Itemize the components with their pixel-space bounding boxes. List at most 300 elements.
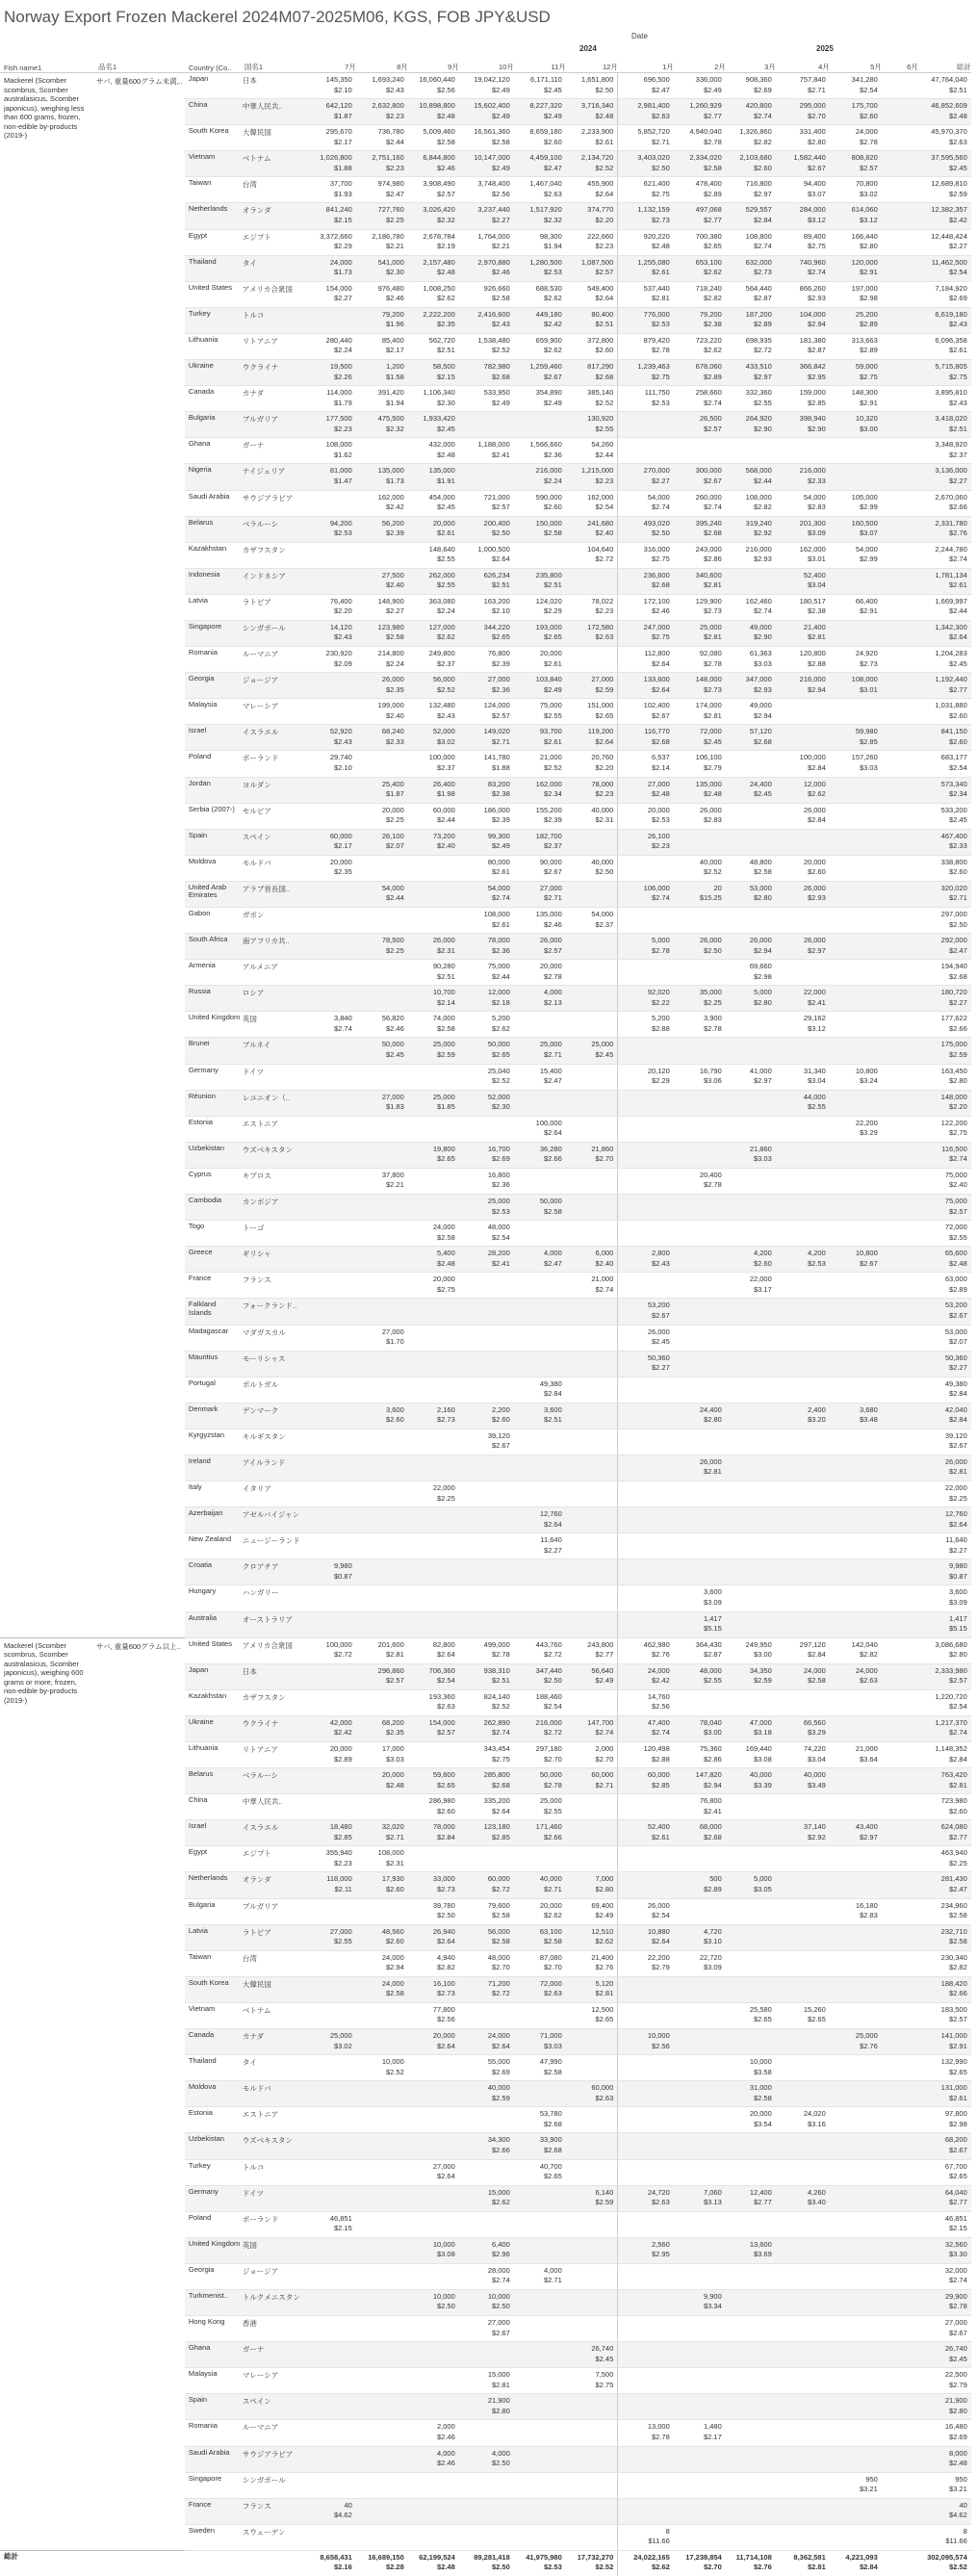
quantity-kg: 13,000 xyxy=(647,2422,670,2432)
month-value-cell xyxy=(356,2446,408,2472)
price-usd: $2.63 xyxy=(949,137,967,146)
quantity-kg: 10,898,800 xyxy=(419,101,455,111)
month-value-cell xyxy=(618,229,674,255)
month-value-cell xyxy=(514,1637,566,1663)
month-value-cell xyxy=(459,516,514,542)
price-usd: $2.48 xyxy=(437,1258,455,1268)
price-usd: $2.51 xyxy=(949,424,967,433)
month-value-cell xyxy=(618,438,674,464)
month-value-cell xyxy=(618,516,674,542)
month-header[interactable]: 12月 xyxy=(566,56,618,73)
month-value-cell xyxy=(830,1742,882,1768)
price-usd: $2.23 xyxy=(386,163,404,172)
price-usd: $11.66 xyxy=(648,2537,670,2546)
quantity-kg: 83,200 xyxy=(487,779,510,788)
month-value-cell xyxy=(408,1247,459,1273)
month-value-cell xyxy=(408,1715,459,1741)
quantity-kg: 20,000 xyxy=(432,1275,455,1284)
quantity-kg: 174,000 xyxy=(695,701,722,710)
month-value-cell xyxy=(882,1663,918,1689)
month-value-cell xyxy=(566,1820,618,1846)
month-header[interactable]: 2月 xyxy=(674,56,726,73)
month-value-cell xyxy=(300,699,356,725)
month-value-cell xyxy=(566,1742,618,1768)
month-header[interactable]: 9月 xyxy=(408,56,459,73)
month-value-cell xyxy=(514,1168,566,1194)
quantity-kg: 197,000 xyxy=(851,283,878,293)
price-usd: $2.74 xyxy=(652,1728,670,1738)
price-usd: $2.42 xyxy=(386,502,404,511)
month-value-cell xyxy=(408,881,459,907)
price-usd: $2.46 xyxy=(437,163,455,172)
month-value-cell xyxy=(618,2029,674,2055)
month-value-cell xyxy=(618,2394,674,2420)
quantity-kg: 20,000 xyxy=(432,518,455,528)
price-usd: $2.23 xyxy=(334,1858,352,1868)
month-value-cell xyxy=(566,203,618,229)
quantity-kg: 39,780 xyxy=(432,1900,455,1910)
country-name-jp-cell: デンマーク xyxy=(241,1403,300,1429)
country-name-cell: Bulgaria xyxy=(185,1898,241,1924)
month-value-cell xyxy=(459,2133,514,2159)
price-usd: $2.84 xyxy=(437,1832,455,1842)
quantity-kg: 6,140 xyxy=(595,2187,614,2197)
price-usd: $2.25 xyxy=(386,215,404,224)
month-value-cell xyxy=(776,620,830,646)
month-header[interactable]: 1月 xyxy=(618,56,674,73)
price-usd: $2.57 xyxy=(704,424,722,433)
price-usd: $2.60 xyxy=(544,502,562,511)
quantity-kg: 343,454 xyxy=(483,1744,510,1753)
month-value-cell xyxy=(356,777,408,803)
month-value-cell xyxy=(618,1846,674,1872)
price-usd: $2.84 xyxy=(949,1389,967,1399)
month-value-cell xyxy=(300,177,356,203)
month-value-cell xyxy=(514,829,566,855)
quantity-kg: 68,000 xyxy=(699,1822,722,1832)
month-value-cell xyxy=(776,203,830,229)
quantity-kg: 974,980 xyxy=(377,179,404,189)
country-name-cell: Romania xyxy=(185,2420,241,2446)
month-value-cell xyxy=(300,1064,356,1090)
quantity-kg: 3,900 xyxy=(704,1014,722,1023)
quantity-kg: 78,000 xyxy=(487,936,510,945)
month-value-cell xyxy=(459,125,514,151)
quantity-kg: 58,500 xyxy=(432,362,455,372)
quantity-kg: 12,689,810 xyxy=(931,179,967,189)
quantity-kg: 35,000 xyxy=(699,988,722,997)
total-header[interactable]: 総計 xyxy=(918,56,971,73)
month-value-cell xyxy=(830,2081,882,2107)
month-value-cell xyxy=(776,1351,830,1377)
quantity-kg: 77,800 xyxy=(432,2004,455,2014)
month-value-cell xyxy=(726,73,776,99)
month-value-cell xyxy=(356,73,408,99)
price-usd: $1.93 xyxy=(334,189,352,198)
price-usd: $2.43 xyxy=(949,398,967,407)
country-name-jp-cell: 中華人民共.. xyxy=(241,1794,300,1820)
month-value-cell xyxy=(674,986,726,1012)
month-value-cell xyxy=(459,177,514,203)
month-value-cell xyxy=(830,1924,882,1950)
price-usd: $2.90 xyxy=(754,632,772,642)
country-name-jp-cell: エジプト xyxy=(241,1846,300,1872)
month-value-cell xyxy=(618,2498,674,2524)
month-value-cell xyxy=(408,1794,459,1820)
month-value-cell xyxy=(776,1611,830,1637)
month-value-cell xyxy=(408,2029,459,2055)
month-value-cell xyxy=(726,2055,776,2081)
month-value-cell xyxy=(674,2498,726,2524)
price-usd: $1.70 xyxy=(386,1337,404,1346)
quantity-kg: 216,000 xyxy=(799,466,826,476)
quantity-kg: 13,600 xyxy=(749,2239,772,2249)
quantity-kg: 1,781,134 xyxy=(935,570,967,580)
price-usd: $1.58 xyxy=(386,372,404,381)
price-usd: $2.64 xyxy=(652,658,670,668)
price-usd: $3.04 xyxy=(808,580,826,590)
month-value-cell xyxy=(514,1299,566,1325)
price-usd: $2.47 xyxy=(652,85,670,94)
month-header[interactable]: 6月 xyxy=(882,56,918,73)
quantity-kg: 92,020 xyxy=(647,988,670,997)
month-header[interactable]: 7月 xyxy=(300,56,356,73)
quantity-kg: 950 xyxy=(955,2474,967,2484)
month-value-cell xyxy=(674,1403,726,1429)
month-value-cell xyxy=(618,855,674,881)
quantity-kg: 2,670,060 xyxy=(935,492,967,502)
month-value-cell xyxy=(408,2107,459,2133)
quantity-kg: 26,740 xyxy=(944,2344,967,2354)
price-usd: $2.74 xyxy=(704,398,722,407)
quantity-kg: 5,000 xyxy=(754,1874,772,1884)
price-usd: $2.64 xyxy=(595,294,614,303)
row-total-cell xyxy=(918,829,971,855)
price-usd: $2.49 xyxy=(544,684,562,694)
month-header[interactable]: 8月 xyxy=(356,56,408,73)
month-value-cell xyxy=(300,438,356,464)
month-value-cell xyxy=(618,1976,674,2002)
price-usd: $2.49 xyxy=(492,111,510,120)
month-value-cell xyxy=(300,647,356,673)
month-value-cell xyxy=(618,2420,674,2446)
country-name-jp-cell: マレーシア xyxy=(241,2368,300,2394)
quantity-kg: 879,420 xyxy=(643,335,670,345)
quantity-kg: 10,320 xyxy=(855,414,878,424)
price-usd: $2.61 xyxy=(652,268,670,277)
month-value-cell xyxy=(300,229,356,255)
month-value-cell xyxy=(356,516,408,542)
month-value-cell xyxy=(356,1168,408,1194)
price-usd: $3.09 xyxy=(808,528,826,538)
price-usd: $2.85 xyxy=(860,736,878,746)
price-usd: $2.63 xyxy=(860,1676,878,1686)
col-country-header[interactable]: Country (Co.. xyxy=(185,56,241,73)
quantity-kg: 114,000 xyxy=(326,388,352,398)
month-value-cell xyxy=(618,1924,674,1950)
month-header[interactable]: 4月 xyxy=(776,56,830,73)
country-name-jp-cell: モーリシャス xyxy=(241,1351,300,1377)
month-value-cell xyxy=(726,333,776,359)
month-value-cell xyxy=(882,1820,918,1846)
price-usd: $2.74 xyxy=(949,554,967,564)
quantity-kg: 108,000 xyxy=(325,440,352,450)
price-usd: $3.09 xyxy=(704,1597,722,1607)
country-name-jp-cell: フランス xyxy=(241,2498,300,2524)
quantity-kg: 132,990 xyxy=(940,2057,967,2067)
price-usd: $3.29 xyxy=(808,1728,826,1738)
quantity-kg: 8,658,431 xyxy=(320,2552,352,2562)
quantity-kg: 9,980 xyxy=(949,1561,967,1571)
price-usd: $2.58 xyxy=(386,632,404,642)
col-fish-jp-header[interactable]: 品名1 xyxy=(94,56,185,73)
month-value-cell xyxy=(514,568,566,594)
month-value-cell xyxy=(882,777,918,803)
price-usd: $2.85 xyxy=(334,1832,352,1842)
quantity-kg: 364,430 xyxy=(695,1639,722,1649)
month-value-cell xyxy=(356,960,408,986)
quantity-kg: 20,000 xyxy=(329,857,352,866)
quantity-kg: 247,000 xyxy=(643,622,670,631)
month-value-cell xyxy=(300,151,356,177)
month-value-cell xyxy=(830,855,882,881)
month-value-cell xyxy=(356,255,408,281)
quantity-kg: 808,820 xyxy=(851,153,878,163)
price-usd: $2.75 xyxy=(949,1128,967,1138)
price-usd: $2.51 xyxy=(437,971,455,981)
row-total-cell xyxy=(918,1299,971,1325)
month-value-cell xyxy=(882,2342,918,2368)
month-value-cell xyxy=(514,2002,566,2028)
month-value-cell xyxy=(726,2081,776,2107)
quantity-kg: 177,622 xyxy=(940,1014,967,1023)
quantity-kg: 59,980 xyxy=(855,727,878,736)
month-value-cell xyxy=(300,516,356,542)
month-value-cell xyxy=(674,1533,726,1559)
month-header[interactable]: 3月 xyxy=(726,56,776,73)
month-value-cell xyxy=(514,99,566,125)
month-value-cell xyxy=(674,2159,726,2185)
price-usd: $2.72 xyxy=(754,346,772,355)
month-value-cell xyxy=(408,1455,459,1481)
fish-name-cell: Mackerel (Scomber scombrus, Scomber australasicus, Scomber japonicus), weighing less than 600 grams, frozen, non-edible by-products (2019-) xyxy=(0,73,94,1638)
price-usd: $2.61 xyxy=(492,919,510,929)
price-usd: $3.03 xyxy=(386,1754,404,1764)
quantity-kg: 56,200 xyxy=(381,518,404,528)
row-total-cell xyxy=(918,1742,971,1768)
month-value-cell xyxy=(674,960,726,986)
col-country-jp-header[interactable]: 国名1 xyxy=(241,56,300,73)
month-value-cell xyxy=(726,2446,776,2472)
month-value-cell xyxy=(674,1663,726,1689)
quantity-kg: 26,000 xyxy=(647,1327,670,1336)
month-value-cell xyxy=(514,2133,566,2159)
month-value-cell xyxy=(408,1611,459,1637)
quantity-kg: 68,200 xyxy=(381,1717,404,1727)
month-value-cell xyxy=(408,255,459,281)
country-name-cell: Togo xyxy=(185,1221,241,1247)
quantity-kg: 104,000 xyxy=(799,309,826,319)
month-value-cell xyxy=(356,855,408,881)
quantity-kg: 108,000 xyxy=(483,910,510,918)
country-name-jp-cell: 南アフリカ共.. xyxy=(241,934,300,960)
month-value-cell xyxy=(408,73,459,99)
price-usd: $2.72 xyxy=(492,1884,510,1893)
grand-total-month-cell xyxy=(459,2550,514,2576)
row-total-cell xyxy=(918,1794,971,1820)
quantity-kg: 15,000 xyxy=(487,2187,510,2197)
month-header[interactable]: 10月 xyxy=(459,56,514,73)
month-value-cell xyxy=(356,1507,408,1533)
month-value-cell xyxy=(408,2420,459,2446)
quantity-kg: 8,362,581 xyxy=(793,2552,826,2562)
month-value-cell xyxy=(408,360,459,386)
month-value-cell xyxy=(882,1585,918,1611)
price-usd: $2.91 xyxy=(860,268,878,277)
price-usd: $2.49 xyxy=(595,1911,614,1920)
quantity-kg: 26,100 xyxy=(381,831,404,840)
quantity-kg: 22,000 xyxy=(749,1275,772,1284)
price-usd: $2.67 xyxy=(492,1441,510,1451)
month-value-cell xyxy=(459,2289,514,2315)
month-value-cell xyxy=(674,1976,726,2002)
quantity-kg: 175,000 xyxy=(940,1040,967,1049)
month-value-cell xyxy=(408,2081,459,2107)
price-usd: $2.60 xyxy=(754,1258,772,1268)
quantity-kg: 3,026,420 xyxy=(423,205,455,215)
quantity-kg: 25,000 xyxy=(591,1040,614,1049)
month-value-cell xyxy=(674,1611,726,1637)
month-value-cell xyxy=(459,1820,514,1846)
price-usd: $2.53 xyxy=(334,528,352,538)
quantity-kg: 332,360 xyxy=(745,388,772,398)
country-name-jp-cell: ハンガリー xyxy=(241,1585,300,1611)
row-total-cell xyxy=(918,1637,971,1663)
month-value-cell xyxy=(300,1559,356,1585)
month-value-cell xyxy=(674,1559,726,1585)
price-usd: $2.51 xyxy=(595,320,614,329)
quantity-kg: 116,500 xyxy=(941,1144,967,1153)
quantity-kg: 28,000 xyxy=(487,2265,510,2275)
price-usd: $3.05 xyxy=(754,1884,772,1893)
price-usd: $2.20 xyxy=(595,215,614,224)
month-value-cell xyxy=(618,1377,674,1403)
month-value-cell xyxy=(776,438,830,464)
month-value-cell xyxy=(356,620,408,646)
row-total-cell xyxy=(918,1481,971,1507)
quantity-kg: 420,800 xyxy=(745,101,772,111)
price-usd: $2.68 xyxy=(652,580,670,590)
price-usd: $2.07 xyxy=(949,1337,967,1346)
month-value-cell xyxy=(674,464,726,490)
month-value-cell xyxy=(408,1221,459,1247)
price-usd: $2.51 xyxy=(492,1676,510,1686)
price-usd: $2.91 xyxy=(949,2041,967,2050)
month-value-cell xyxy=(618,881,674,907)
month-value-cell xyxy=(514,2289,566,2315)
country-name-cell: Saudi Arabia xyxy=(185,2446,241,2472)
month-value-cell xyxy=(882,333,918,359)
month-value-cell xyxy=(830,1637,882,1663)
country-name-cell: Bulgaria xyxy=(185,412,241,438)
month-value-cell xyxy=(618,2446,674,2472)
quantity-kg: 56,000 xyxy=(487,1926,510,1936)
country-name-jp-cell: ベラルーシ xyxy=(241,516,300,542)
row-total-cell xyxy=(918,1689,971,1715)
month-value-cell xyxy=(830,464,882,490)
month-value-cell xyxy=(618,73,674,99)
month-value-cell xyxy=(618,1116,674,1142)
quantity-kg: 493,020 xyxy=(643,518,670,528)
month-value-cell xyxy=(618,1403,674,1429)
month-value-cell xyxy=(300,1898,356,1924)
price-usd: $3.09 xyxy=(949,1597,967,1607)
month-value-cell xyxy=(726,2394,776,2420)
quantity-kg: 1,417 xyxy=(949,1613,967,1623)
price-usd: $2.30 xyxy=(437,398,455,407)
quantity-kg: 187,200 xyxy=(745,309,772,319)
quantity-kg: 160,500 xyxy=(851,518,878,528)
month-value-cell xyxy=(882,1195,918,1221)
month-value-cell xyxy=(882,568,918,594)
month-value-cell xyxy=(882,1689,918,1715)
month-value-cell xyxy=(408,803,459,829)
price-usd: $2.27 xyxy=(949,1545,967,1555)
quantity-kg: 262,000 xyxy=(428,570,455,580)
price-usd: $2.56 xyxy=(437,2015,455,2024)
quantity-kg: 621,400 xyxy=(643,179,670,189)
month-value-cell xyxy=(776,1377,830,1403)
month-header[interactable]: 5月 xyxy=(830,56,882,73)
quantity-kg: 1,188,000 xyxy=(477,440,510,450)
country-name-jp-cell: サウジアラビア xyxy=(241,2446,300,2472)
month-value-cell xyxy=(776,1038,830,1064)
month-value-cell xyxy=(514,2081,566,2107)
month-value-cell xyxy=(300,1038,356,1064)
price-usd: $2.66 xyxy=(492,2145,510,2154)
price-usd: $4.62 xyxy=(949,2511,967,2520)
quantity-kg: 463,940 xyxy=(940,1848,967,1858)
grand-total-row xyxy=(0,2550,971,2576)
month-value-cell xyxy=(514,1611,566,1637)
month-value-cell xyxy=(300,490,356,516)
month-value-cell xyxy=(300,1585,356,1611)
row-total-cell xyxy=(918,673,971,699)
price-usd: $2.61 xyxy=(544,658,562,668)
price-usd: $2.60 xyxy=(949,710,967,720)
month-value-cell xyxy=(830,594,882,620)
month-value-cell xyxy=(830,1403,882,1429)
quantity-kg: 500 xyxy=(709,1874,722,1884)
price-usd: $2.54 xyxy=(949,1702,967,1712)
quantity-kg: 27,000 xyxy=(381,1327,404,1336)
month-value-cell xyxy=(618,934,674,960)
price-usd: $3.00 xyxy=(860,424,878,433)
row-total-cell xyxy=(918,1273,971,1299)
price-usd: $2.58 xyxy=(544,1937,562,1946)
month-value-cell xyxy=(830,2289,882,2315)
month-header[interactable]: 11月 xyxy=(514,56,566,73)
month-value-cell xyxy=(726,1325,776,1351)
quantity-kg: 908,360 xyxy=(745,75,772,84)
quantity-kg: 145,350 xyxy=(325,75,352,84)
country-name-jp-cell: スペイン xyxy=(241,2394,300,2420)
col-fish-header[interactable]: Fish name1 xyxy=(0,56,94,73)
price-usd: $2.23 xyxy=(595,789,614,799)
quantity-kg: 1,480 xyxy=(704,2422,722,2432)
price-usd: $2.89 xyxy=(704,1884,722,1893)
price-usd: $2.75 xyxy=(652,554,670,564)
